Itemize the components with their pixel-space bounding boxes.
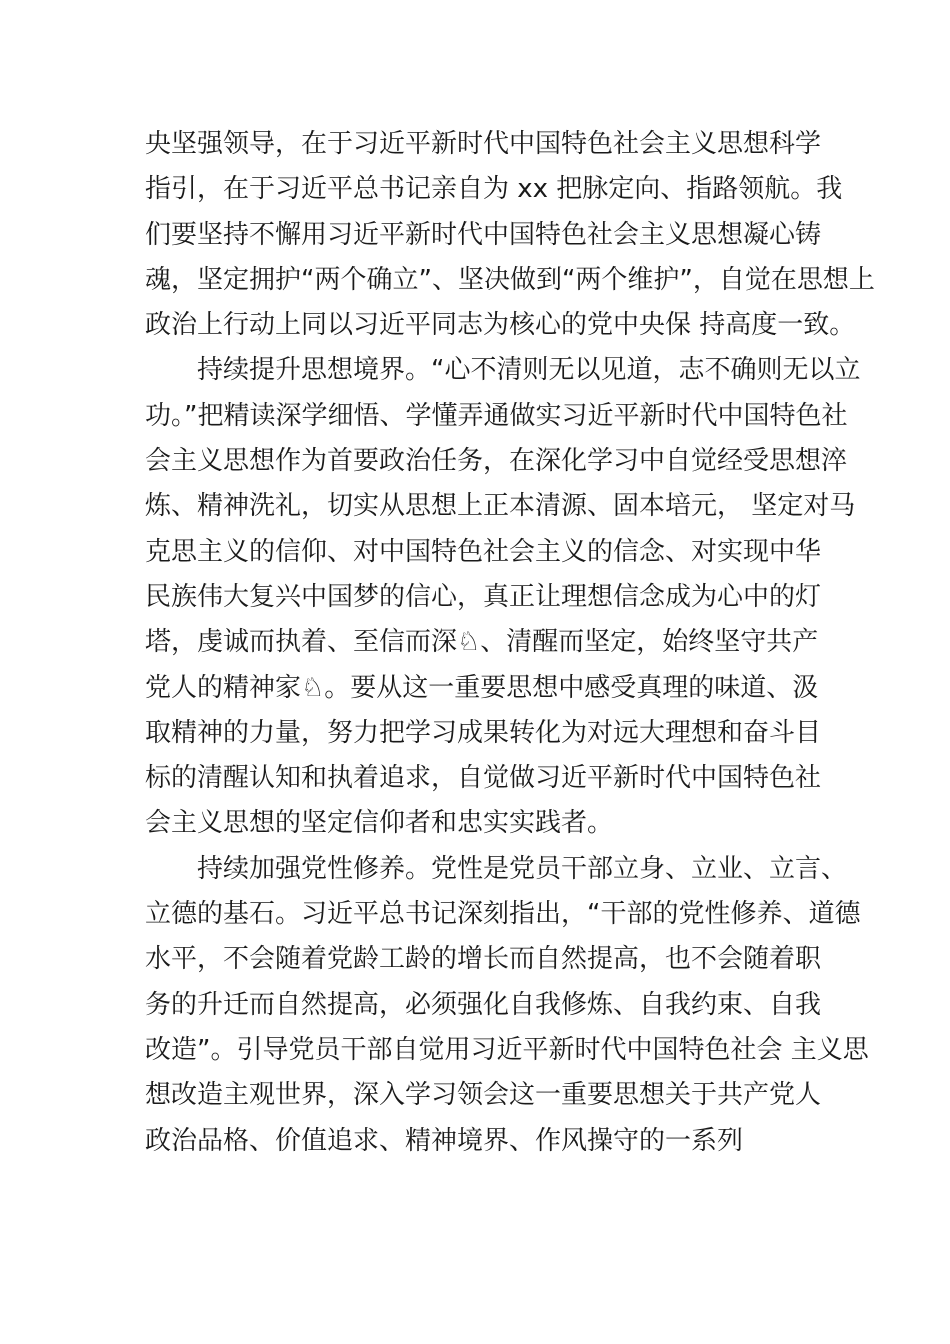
text-line: 想改造主观世界，深入学习领会这一重要思想关于共产党人 bbox=[145, 1080, 822, 1111]
text-line: 们要坚持不懈用习近平新时代中国特色社会主义思想凝心铸 bbox=[145, 219, 822, 250]
text-line: 克思主义的信仰、对中国特色社会主义的信念、对实现中华 bbox=[145, 536, 822, 567]
text-line: 政治上行动上同以习近平同志为核心的党中央保 持高度一致。 bbox=[145, 310, 856, 341]
text-line: 党人的精神家♘。要从这一重要思想中感受真理的味道、汲 bbox=[145, 672, 819, 703]
text-line: 标的清醒认知和执着追求，自觉做习近平新时代中国特色社 bbox=[145, 763, 822, 794]
text-line: 炼、精神洗礼，切实从思想上正本清源、固本培元， 坚定对马 bbox=[145, 491, 856, 522]
text-line: 功。”把精读深学细悟、学懂弄通做实习近平新时代中国特色社 bbox=[145, 400, 848, 431]
text-line: 水平，不会随着党龄工龄的增长而自然提高，也不会随着职 bbox=[145, 944, 822, 975]
text-line: 央坚强领导，在于习近平新时代中国特色社会主义思想科学 bbox=[145, 129, 822, 159]
text-line: 塔，虔诚而执着、至信而深♘、清醒而坚定，始终坚守共产 bbox=[145, 627, 819, 658]
text-line: 魂，坚定拥护“两个确立”、坚决做到“两个维护”，自觉在思想上 bbox=[145, 264, 875, 295]
text-line: 民族伟大复兴中国梦的信心，真正让理想信念成为心中的灯 bbox=[145, 581, 822, 612]
text-line: 指引，在于习近平总书记亲自为 xx 把脉定向、指路领航。我 bbox=[145, 174, 843, 205]
text-line: 务的升迁而自然提高，必须强化自我修炼、自我约束、自我 bbox=[145, 989, 822, 1020]
text-line: 政治品格、价值追求、精神境界、作风操守的一系列 bbox=[145, 1125, 744, 1156]
text-line: 会主义思想作为首要政治任务，在深化学习中自觉经受思想淬 bbox=[145, 446, 848, 477]
text-line: 改造”。引导党员干部自觉用习近平新时代中国特色社会 主义思 bbox=[145, 1034, 869, 1065]
paragraph-start-line: 持续提升思想境界。“心不清则无以见道，志不确则无以立 bbox=[197, 355, 861, 386]
paragraph-start-line: 持续加强党性修养。党性是党员干部立身、立业、立言、 bbox=[197, 853, 848, 884]
text-line: 取精神的力量，努力把学习成果转化为对远大理想和奋斗目 bbox=[145, 717, 822, 748]
text-line: 会主义思想的坚定信仰者和忠实实践者。 bbox=[145, 808, 614, 839]
text-line: 立德的基石。习近平总书记深刻指出，“干部的党性修养、道德 bbox=[145, 899, 861, 930]
body-text bbox=[145, 122, 875, 1164]
